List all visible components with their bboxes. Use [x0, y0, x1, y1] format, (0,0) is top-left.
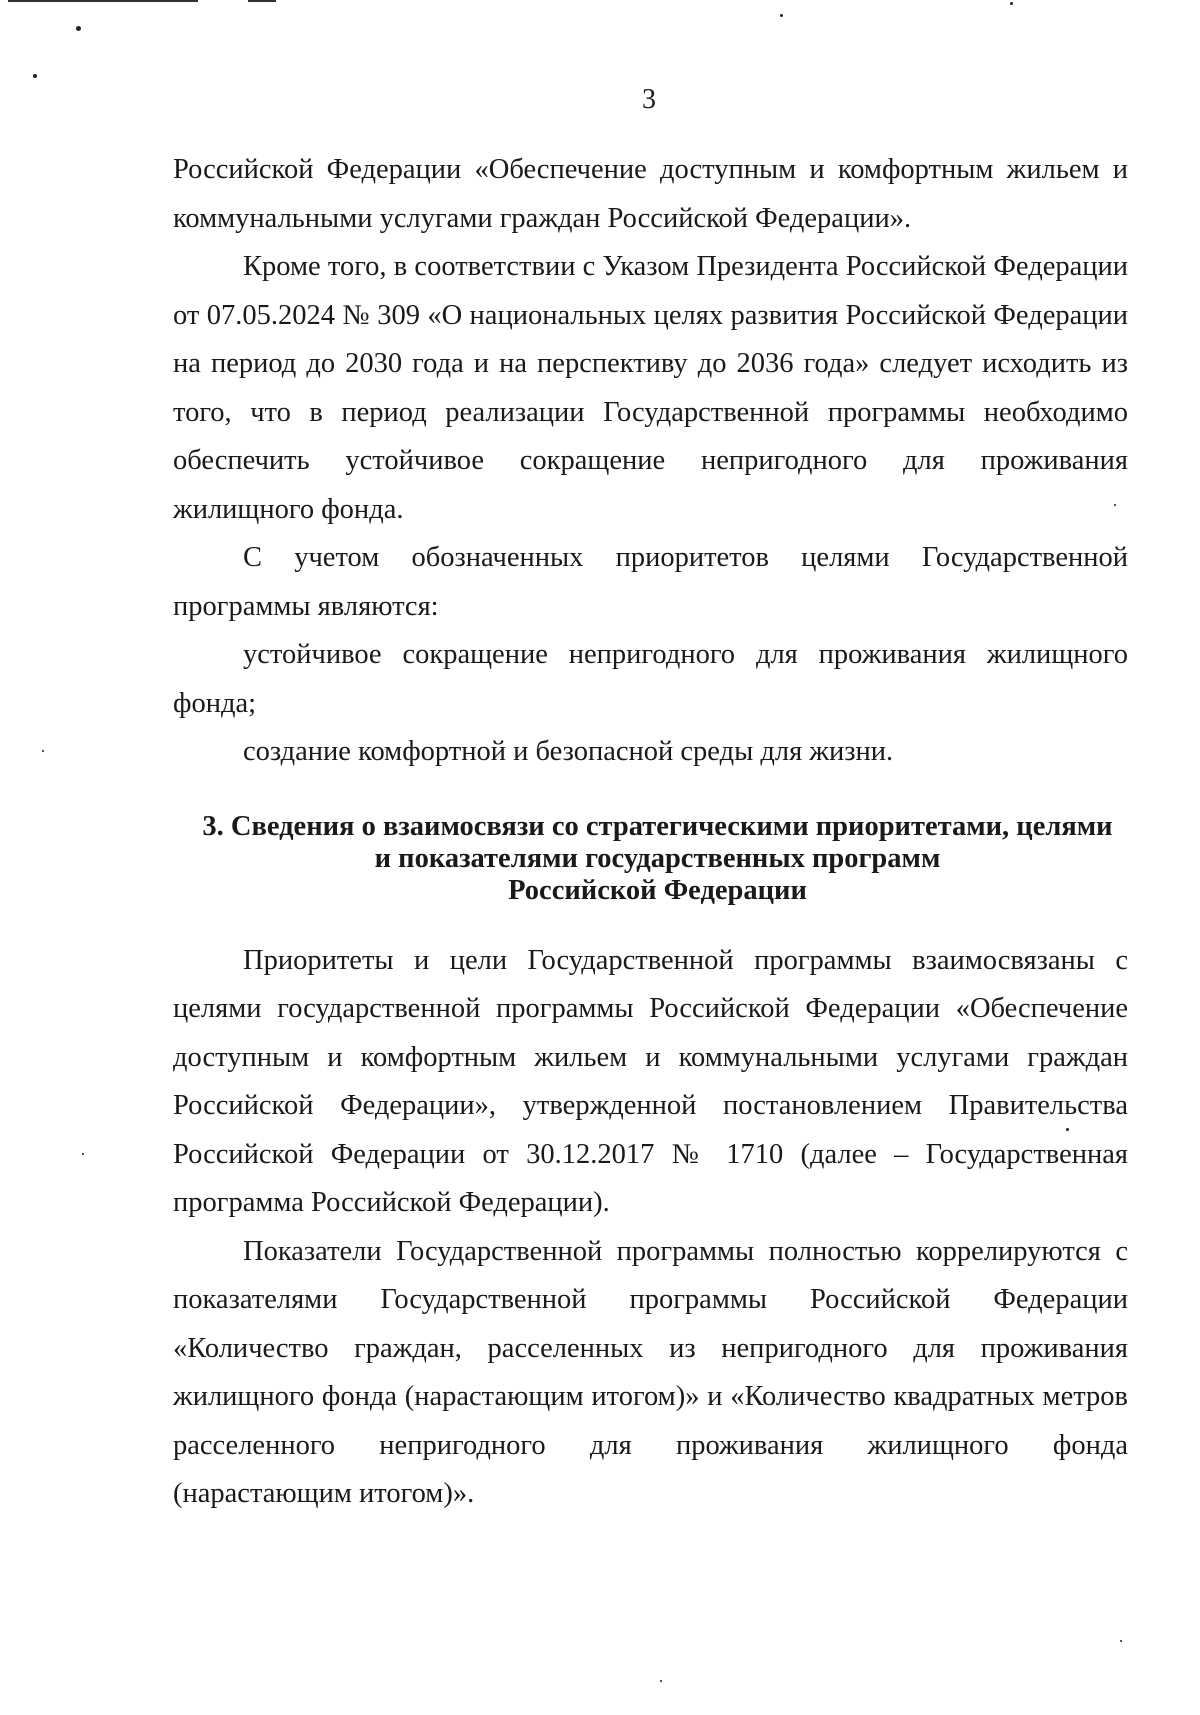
scan-artifact-speck [780, 14, 783, 17]
section-heading-line-2: и показателями государственных программ [374, 842, 941, 874]
scan-artifact-speck [660, 1680, 662, 1682]
scan-artifact-speck [76, 26, 81, 31]
section-heading-line-3: Российской Федерации [508, 874, 807, 906]
scan-artifact-rule [248, 0, 276, 2]
goal-item-2: создание комфортной и безопасной среды для жизни. [243, 736, 894, 767]
page-number: 3 [642, 84, 656, 115]
scan-artifact-speck [1010, 2, 1013, 5]
paragraph-6: Приоритеты и цели Государственной программы взаимосвязаны с целями государственной программы Российской Федерации «Обеспечение доступным и комфортным жильем и коммунальными услугами граждан Российской Федерации», утвержденной постановлением Правительства Российской Федерации от 30.12.2017 № 1710 (далее – Государственная программа Российской Федерации). [173, 944, 1128, 1218]
paragraph-1: Российской Федерации «Обеспечение доступным и комфортным жильем и коммунальными услугами граждан Российской Федерации». [173, 154, 1128, 234]
paragraph-7: Показатели Государственной программы полностью коррелируются с показателями Государственной программы Российской Федерации «Количество граждан, расселенных из непригодного для проживания жилищного фонда (нарастающим итогом)» и «Количество квадратных метров расселенного непригодного для проживания жилищного фонда (нарастающим итогом)». [173, 1235, 1128, 1509]
paragraph-2: Кроме того, в соответствии с Указом Президента Российской Федерации от 07.05.2024 № 309 «О национальных целях развития Российской Федерации на период до 2030 года и на перспективу до 2036 года» следует исходить из того, что в период реализации Государственной программы необходимо обеспечить устойчивое сокращение непригодного для проживания жилищного фонда. [173, 251, 1128, 525]
scan-artifact-speck [1120, 1640, 1122, 1642]
section-heading-line-1: 3. Сведения о взаимосвязи со стратегическими приоритетами, целями [202, 810, 1113, 842]
scan-artifact-speck [33, 74, 37, 78]
document-body [173, 146, 1128, 1519]
section-heading [173, 811, 1128, 907]
paragraph-3: С учетом обозначенных приоритетов целями Государственной программы являются: [173, 542, 1128, 622]
scan-artifact-speck [82, 1153, 84, 1155]
scan-artifact-rule [8, 0, 198, 2]
goal-item-1: устойчивое сокращение непригодного для проживания жилищного фонда; [173, 639, 1128, 719]
scan-artifact-speck [42, 750, 44, 752]
